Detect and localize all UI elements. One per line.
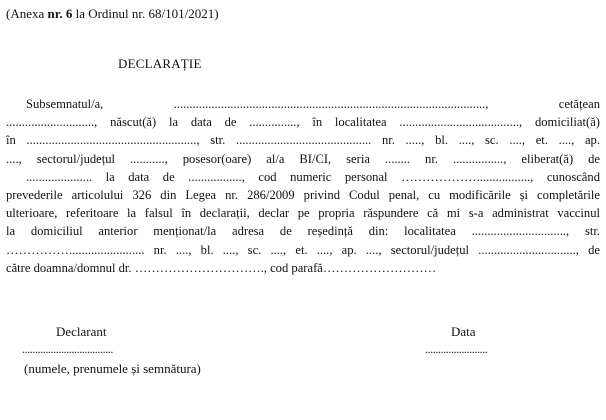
- declaration-body: [6, 95, 600, 277]
- declarant-label: Declarant: [56, 324, 107, 339]
- document-title: DECLARAȚIE: [118, 56, 202, 71]
- date-line: ........................: [425, 342, 488, 356]
- declaration-line: ulterioare, referitoare la falsul în declarații, declar pe propria răspundere că mi s-a administrat vaccinul: [6, 206, 600, 221]
- annex-reference: [6, 6, 219, 22]
- declaration-line: ……………........................ nr. ...., bl. ...., sc. ...., et. ...., ap. ...., sectorul/județul ..............................., de: [6, 242, 600, 257]
- date-label: Data: [451, 324, 476, 339]
- annex-close: la Ordinul nr. 68/101/2021): [72, 6, 219, 21]
- declaration-line: către doamna/domnul dr. …………………………., cod parafă………………………: [6, 260, 437, 275]
- annex-open: (Anexa: [6, 6, 48, 21]
- annex-number: nr. 6: [47, 6, 73, 21]
- declaration-line: Subsemnatul/a, ..................................................................................................., cetățean: [26, 97, 600, 111]
- declaration-line: ...., sectorul/județul ..........., posesor(oare) al/a BI/CI, seria ........ nr. ................, eliberat(ă) de: [6, 151, 600, 166]
- declaration-line: ............................, născut(ă) la data de ..............., în localitatea ......................................, domiciliat(ă): [6, 115, 600, 130]
- declarant-signature-line: ...................................: [22, 342, 114, 356]
- declaration-line: în ......................................................, str. ........................................... nr. ....., bl. ...., sc. ...., et. ...., ap.: [6, 133, 600, 148]
- declaration-line: prevederile articolului 326 din Legea nr. 286/2009 privind Codul penal, cu modificările și completările: [6, 187, 600, 202]
- declaration-line: ..................... la data de ................., cod numeric personal ………………................., cunoscând: [26, 169, 600, 184]
- signature-caption: (numele, prenumele și semnătura): [24, 361, 201, 376]
- declaration-line: la domiciliul anterior menționat/la adresa de reședință din: localitatea .............................., str.: [6, 224, 600, 239]
